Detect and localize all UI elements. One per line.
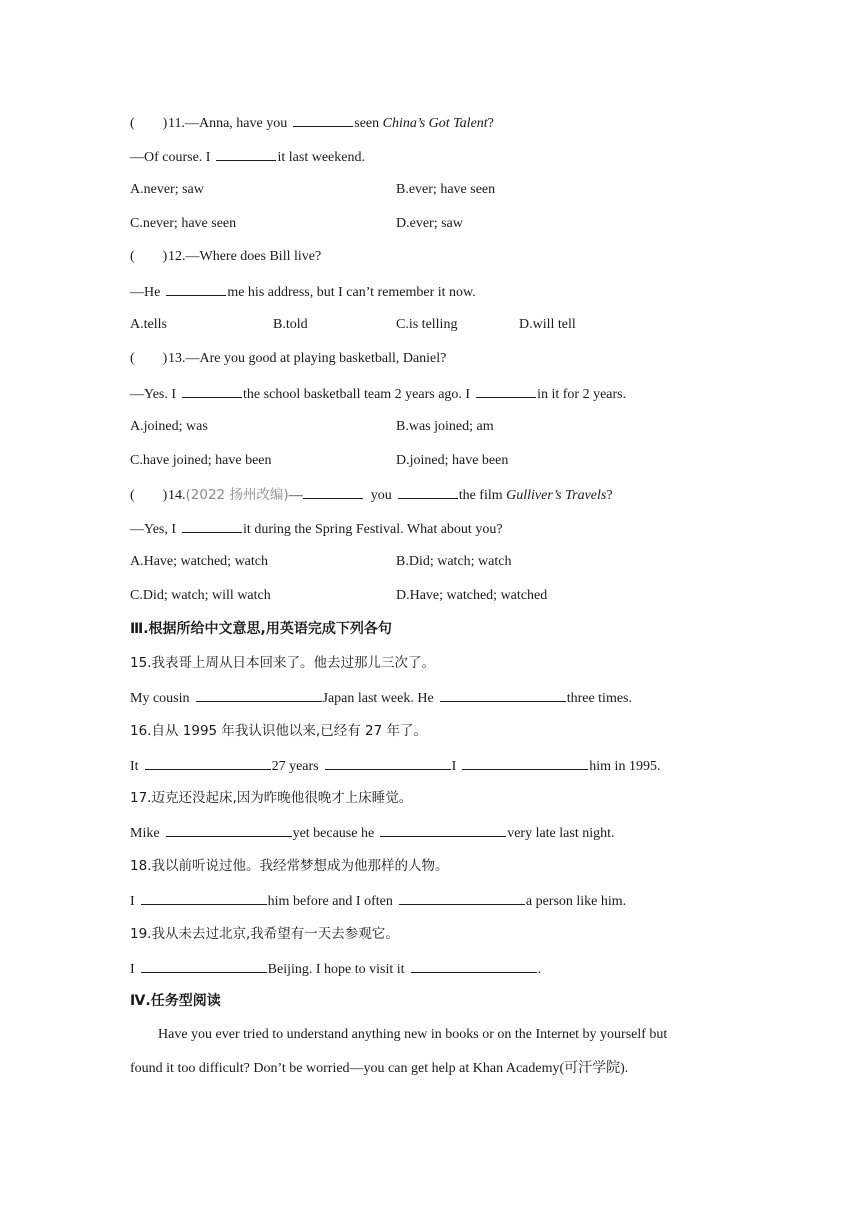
answer-blank[interactable]	[411, 959, 537, 973]
q18-english: I him before and I often a person like him.	[130, 891, 626, 911]
answer-blank[interactable]	[380, 823, 506, 837]
q11-option-b: B.ever; have seen	[396, 182, 496, 197]
q12-option-b: B.told	[273, 317, 308, 332]
section-3-title: Ⅲ.根据所给中文意思,用英语完成下列各句	[130, 621, 392, 637]
q14-stem: ( )14.(2022 扬州改编)— you the film Gulliver’s Travels?	[130, 487, 613, 503]
q17-chinese: 17.迈克还没起床,因为昨晚他很晚才上床睡觉。	[130, 790, 413, 806]
q19-english: I Beijing. I hope to visit it .	[130, 959, 541, 979]
q14-option-d: D.Have; watched; watched	[396, 588, 548, 603]
q16-chinese: 16.自从 1995 年我认识他以来,已经有 27 年了。	[130, 723, 427, 739]
answer-blank[interactable]	[325, 756, 451, 770]
q11-stem: ( )11.—Anna, have you seen China’s Got Talent?	[130, 113, 494, 133]
q17-english: Mike yet because he very late last night.	[130, 823, 615, 843]
answer-blank[interactable]	[399, 891, 525, 905]
q13-reply: —Yes. I the school basketball team 2 years ago. I in it for 2 years.	[130, 384, 626, 404]
q18-chinese: 18.我以前听说过他。我经常梦想成为他那样的人物。	[130, 858, 449, 874]
q11-option-d: D.ever; saw	[396, 216, 463, 231]
q14-option-b: B.Did; watch; watch	[396, 554, 512, 569]
q19-chinese: 19.我从未去过北京,我希望有一天去参观它。	[130, 926, 399, 942]
q13-option-d: D.joined; have been	[396, 453, 509, 468]
passage-line-2: found it too difficult? Don’t be worried—you can get help at Khan Academy(可汗学院).	[130, 1061, 629, 1076]
answer-blank[interactable]	[141, 891, 267, 905]
answer-blank[interactable]	[182, 384, 242, 398]
passage-line-1: Have you ever tried to understand anything new in books or on the Internet by yourself but	[158, 1027, 668, 1042]
answer-blank[interactable]	[141, 959, 267, 973]
q11-option-a: A.never; saw	[130, 182, 204, 197]
q13-option-a: A.joined; was	[130, 419, 208, 434]
q12-stem: ( )12.—Where does Bill live?	[130, 249, 322, 264]
answer-blank[interactable]	[293, 113, 353, 127]
q12-option-d: D.will tell	[519, 317, 576, 332]
answer-blank[interactable]	[166, 282, 226, 296]
q13-option-c: C.have joined; have been	[130, 453, 272, 468]
q11-reply: —Of course. I it last weekend.	[130, 147, 365, 167]
q12-option-a: A.tells	[130, 317, 167, 332]
section-4-title: Ⅳ.任务型阅读	[130, 993, 221, 1009]
answer-blank[interactable]	[462, 756, 588, 770]
answer-blank[interactable]	[166, 823, 292, 837]
answer-blank[interactable]	[182, 519, 242, 533]
answer-blank[interactable]	[196, 688, 322, 702]
q12-reply: —He me his address, but I can’t remember it now.	[130, 282, 476, 302]
q13-option-b: B.was joined; am	[396, 419, 494, 434]
answer-blank[interactable]	[303, 485, 363, 499]
answer-blank[interactable]	[145, 756, 271, 770]
answer-blank[interactable]	[398, 485, 458, 499]
answer-blank[interactable]	[476, 384, 536, 398]
q15-english: My cousin Japan last week. He three times.	[130, 688, 632, 708]
answer-blank[interactable]	[440, 688, 566, 702]
answer-blank[interactable]	[216, 147, 276, 161]
q11-option-c: C.never; have seen	[130, 216, 237, 231]
q16-english: It 27 years I him in 1995.	[130, 756, 660, 776]
q12-option-c: C.is telling	[396, 317, 458, 332]
q14-reply: —Yes, I it during the Spring Festival. What about you?	[130, 519, 503, 539]
q13-stem: ( )13.—Are you good at playing basketball, Daniel?	[130, 351, 447, 366]
q14-option-c: C.Did; watch; will watch	[130, 588, 271, 603]
q15-chinese: 15.我表哥上周从日本回来了。他去过那儿三次了。	[130, 655, 435, 671]
q14-option-a: A.Have; watched; watch	[130, 554, 268, 569]
question-source: (2022 扬州改编)	[185, 487, 289, 503]
